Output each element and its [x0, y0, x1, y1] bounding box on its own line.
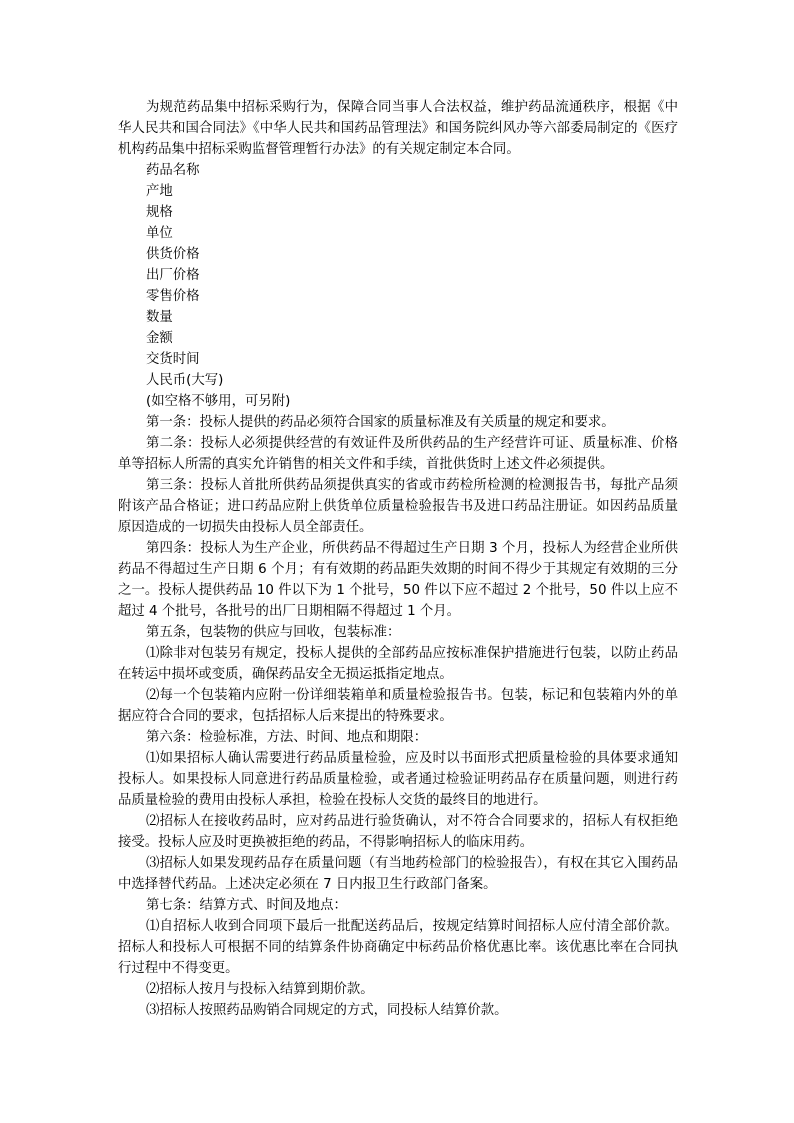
field-quantity: 数量 [146, 310, 173, 325]
field-rmb-uppercase: 人民币(大写) [146, 373, 224, 388]
field-delivery-time: 交货时间 [146, 352, 200, 367]
field-retail-price: 零售价格 [146, 289, 200, 304]
clause-3: 第三条：投标人首批所供药品须提供真实的省或市药检所检测的检测报告书，每批产品须附该产品合格证；进口药品应附上供货单位质量检验报告书及进口药品注册证。如因药品质量原因造成的一切损失由投标人员全部责任。 [118, 478, 678, 535]
field-origin: 产地 [146, 184, 173, 199]
clause-6-item-3: ⑶招标人如果发现药品存在质量问题（有当地药检部门的检验报告），有权在其它入围药品中选择替代药品。上述决定必须在 7 日内报卫生行政部门备案。 [118, 856, 678, 892]
clause-7-item-2: ⑵招标人按月与投标入结算到期价款。 [146, 982, 374, 997]
clause-5-item-1: ⑴除非对包装另有规定，投标人提供的全部药品应按标准保护措施进行包装，以防止药品在转运中损坏或变质，确保药品安全无损运抵指定地点。 [118, 646, 678, 682]
clause-5-item-2: ⑵每一个包装箱内应附一份详细装箱单和质量检验报告书。包装，标记和包装箱内外的单据应符合合同的要求，包括招标人后来提出的特殊要求。 [118, 688, 678, 724]
field-note: (如空格不够用，可另附) [146, 394, 291, 409]
field-spec: 规格 [146, 205, 173, 220]
field-drug-name: 药品名称 [146, 163, 200, 178]
field-factory-price: 出厂价格 [146, 268, 200, 283]
clause-4: 第四条：投标人为生产企业，所供药品不得超过生产日期 3 个月，投标人为经营企业所供药品不得超过生产日期 6 个月；有有效期的药品距失效期的时间不得少于其规定有效期的三分之一。投标人提供药品 10 件以下为 1 个批号，50 件以下应不超过 2 个批号，50 件以上应不超过 4 个批号，各批号的出厂日期相隔不得超过 1 个月。 [118, 541, 678, 619]
field-unit: 单位 [146, 226, 173, 241]
clause-6-heading: 第六条：检验标准，方法、时间、地点和期限： [146, 730, 428, 745]
clause-5-heading: 第五条，包装物的供应与回收，包装标准： [146, 625, 401, 640]
clause-7-heading: 第七条：结算方式、时间及地点： [146, 898, 347, 913]
clause-6-item-2: ⑵招标人在接收药品时，应对药品进行验货确认，对不符合合同要求的，招标人有权拒绝接受。投标人应及时更换被拒绝的药品，不得影响招标人的临床用药。 [118, 814, 678, 850]
field-supply-price: 供货价格 [146, 247, 200, 262]
clause-6-item-1: ⑴如果招标人确认需要进行药品质量检验，应及时以书面形式把质量检验的具体要求通知投标人。如果投标人同意进行药品质量检验，或者通过检验证明药品存在质量问题，则进行药品质量检验的费用由投标人承担，检验在投标人交货的最终目的地进行。 [118, 751, 678, 808]
field-list [118, 160, 678, 412]
clause-1: 第一条：投标人提供的药品必须符合国家的质量标准及有关质量的规定和要求。 [146, 415, 615, 430]
field-amount: 金额 [146, 331, 173, 346]
clause-7-item-1: ⑴自招标人收到合同项下最后一批配送药品后，按规定结算时间招标人应付清全部价款。招标人和投标人可根据不同的结算条件协商确定中标药品价格优惠比率。该优惠比率在合同执行过程中不得变更。 [118, 919, 678, 976]
contract-document [118, 97, 678, 1021]
intro-paragraph: 为规范药品集中招标采购行为，保障合同当事人合法权益，维护药品流通秩序，根据《中华人民共和国合同法》《中华人民共和国药品管理法》和国务院纠风办等六部委局制定的《医疗机构药品集中招标采购监督管理暂行办法》的有关规定制定本合同。 [118, 100, 678, 157]
clause-2: 第二条：投标人必须提供经营的有效证件及所供药品的生产经营许可证、质量标准、价格单等招标人所需的真实允许销售的相关文件和手续，首批供货时上述文件必须提供。 [118, 436, 678, 472]
clause-7-item-3: ⑶招标人按照药品购销合同规定的方式，同投标人结算价款。 [146, 1003, 508, 1018]
